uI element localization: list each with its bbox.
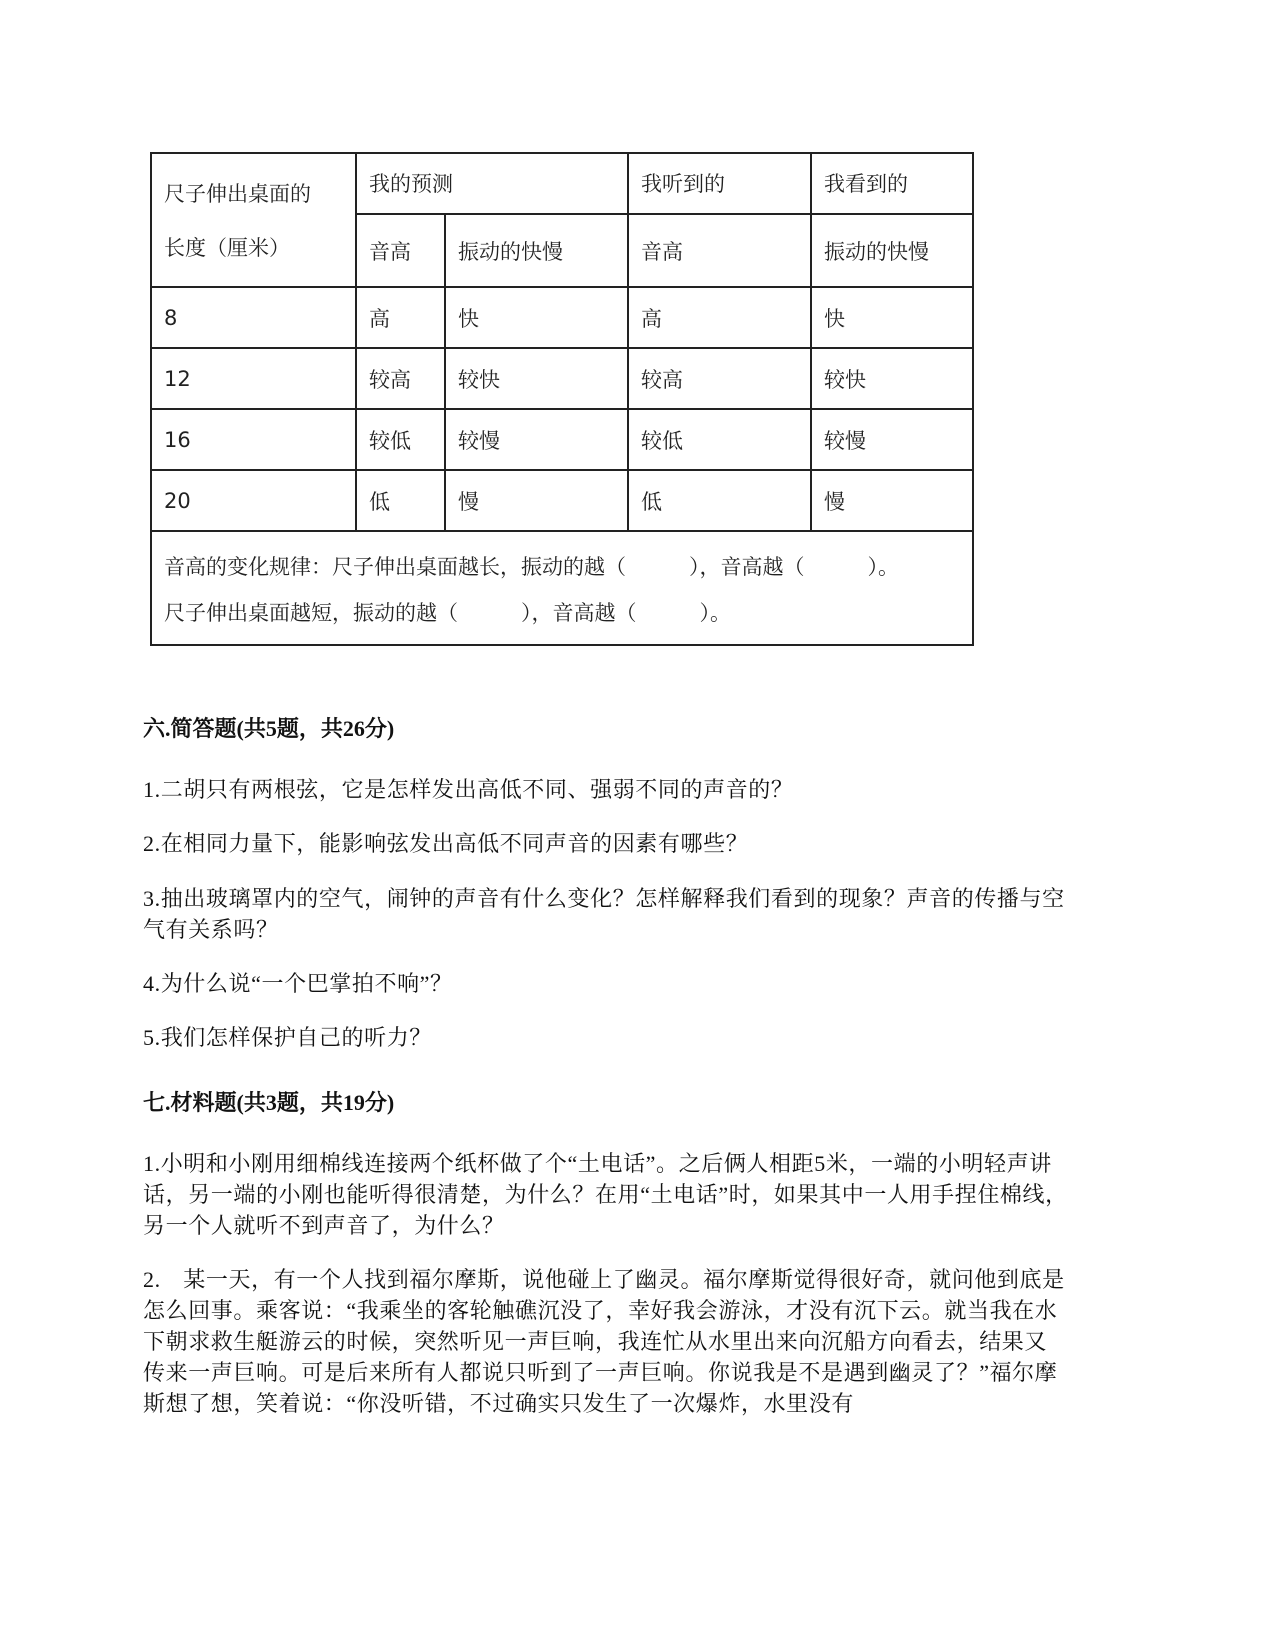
cell: 较低 bbox=[356, 409, 445, 470]
cell-length: 12 bbox=[151, 348, 356, 409]
summary-row bbox=[151, 531, 973, 645]
section6-question-2: 2.在相同力量下，能影响弦发出高低不同声音的因素有哪些？ bbox=[143, 831, 749, 856]
summary-line2: 尺子伸出桌面越短，振动的越（ ），音高越（ ）。 bbox=[164, 601, 731, 626]
cell-length: 8 bbox=[151, 287, 356, 348]
subheader-vibration: 振动的快慢 bbox=[445, 214, 628, 287]
cell: 慢 bbox=[445, 470, 628, 531]
table-row bbox=[151, 470, 973, 531]
cell: 较快 bbox=[811, 348, 973, 409]
cell: 快 bbox=[811, 287, 973, 348]
summary-line1: 音高的变化规律：尺子伸出桌面越长，振动的越（ ），音高越（ ）。 bbox=[164, 555, 899, 580]
cell: 较高 bbox=[356, 348, 445, 409]
section6-question-1: 1.二胡只有两根弦，它是怎样发出高低不同、强弱不同的声音的？ bbox=[143, 777, 794, 802]
table-header-row bbox=[151, 153, 973, 214]
cell: 较低 bbox=[628, 409, 811, 470]
experiment-table bbox=[150, 152, 974, 646]
cell: 快 bbox=[445, 287, 628, 348]
length-header-cell bbox=[151, 153, 356, 287]
cell: 较慢 bbox=[445, 409, 628, 470]
cell: 慢 bbox=[811, 470, 973, 531]
cell: 高 bbox=[628, 287, 811, 348]
table-row bbox=[151, 287, 973, 348]
heard-header: 我听到的 bbox=[628, 153, 811, 214]
cell: 较慢 bbox=[811, 409, 973, 470]
section6-title: 六.简答题(共5题，共26分) bbox=[143, 716, 395, 741]
cell: 较高 bbox=[628, 348, 811, 409]
cell-length: 20 bbox=[151, 470, 356, 531]
cell-length: 16 bbox=[151, 409, 356, 470]
summary-cell bbox=[151, 531, 973, 645]
cell: 低 bbox=[628, 470, 811, 531]
table-row bbox=[151, 409, 973, 470]
subheader-vibration: 振动的快慢 bbox=[811, 214, 973, 287]
section6-question-3: 3.抽出玻璃罩内的空气，闹钟的声音有什么变化？怎样解释我们看到的现象？声音的传播与空气有关系吗？ bbox=[143, 886, 1065, 942]
length-header-line2: 长度（厘米） bbox=[164, 236, 290, 261]
section7-question-2: 2. 某一天，有一个人找到福尔摩斯，说他碰上了幽灵。福尔摩斯觉得很好奇，就问他到底是怎么回事。乘客说：“我乘坐的客轮触礁沉没了，幸好我会游泳，才没有沉下云。就当我在水下朝求救生艇游云的时候，突然听见一声巨响，我连忙从水里出来向沉船方向看去，结果又传来一声巨响。可是后来所有人都说只听到了一声巨响。你说我是不是遇到幽灵了？”福尔摩斯想了想，笑着说：“你没听错，不过确实只发生了一次爆炸，水里没有 bbox=[143, 1267, 1065, 1416]
cell: 较快 bbox=[445, 348, 628, 409]
seen-header: 我看到的 bbox=[811, 153, 973, 214]
section7-title: 七.材料题(共3题，共19分) bbox=[143, 1090, 395, 1115]
cell: 高 bbox=[356, 287, 445, 348]
subheader-pitch: 音高 bbox=[356, 214, 445, 287]
length-header-line1: 尺子伸出桌面的 bbox=[164, 182, 311, 207]
table-row bbox=[151, 348, 973, 409]
subheader-pitch: 音高 bbox=[628, 214, 811, 287]
prediction-header: 我的预测 bbox=[356, 153, 628, 214]
cell: 低 bbox=[356, 470, 445, 531]
section7-question-1: 1.小明和小刚用细棉线连接两个纸杯做了个“土电话”。之后俩人相距5米，一端的小明轻声讲话，另一端的小刚也能听得很清楚，为什么？在用“土电话”时，如果其中一人用手捏住棉线，另一个人就听不到声音了，为什么？ bbox=[143, 1151, 1068, 1238]
section6-question-4: 4.为什么说“一个巴掌拍不响”？ bbox=[143, 971, 453, 996]
section6-question-5: 5.我们怎样保护自己的听力？ bbox=[143, 1025, 432, 1050]
